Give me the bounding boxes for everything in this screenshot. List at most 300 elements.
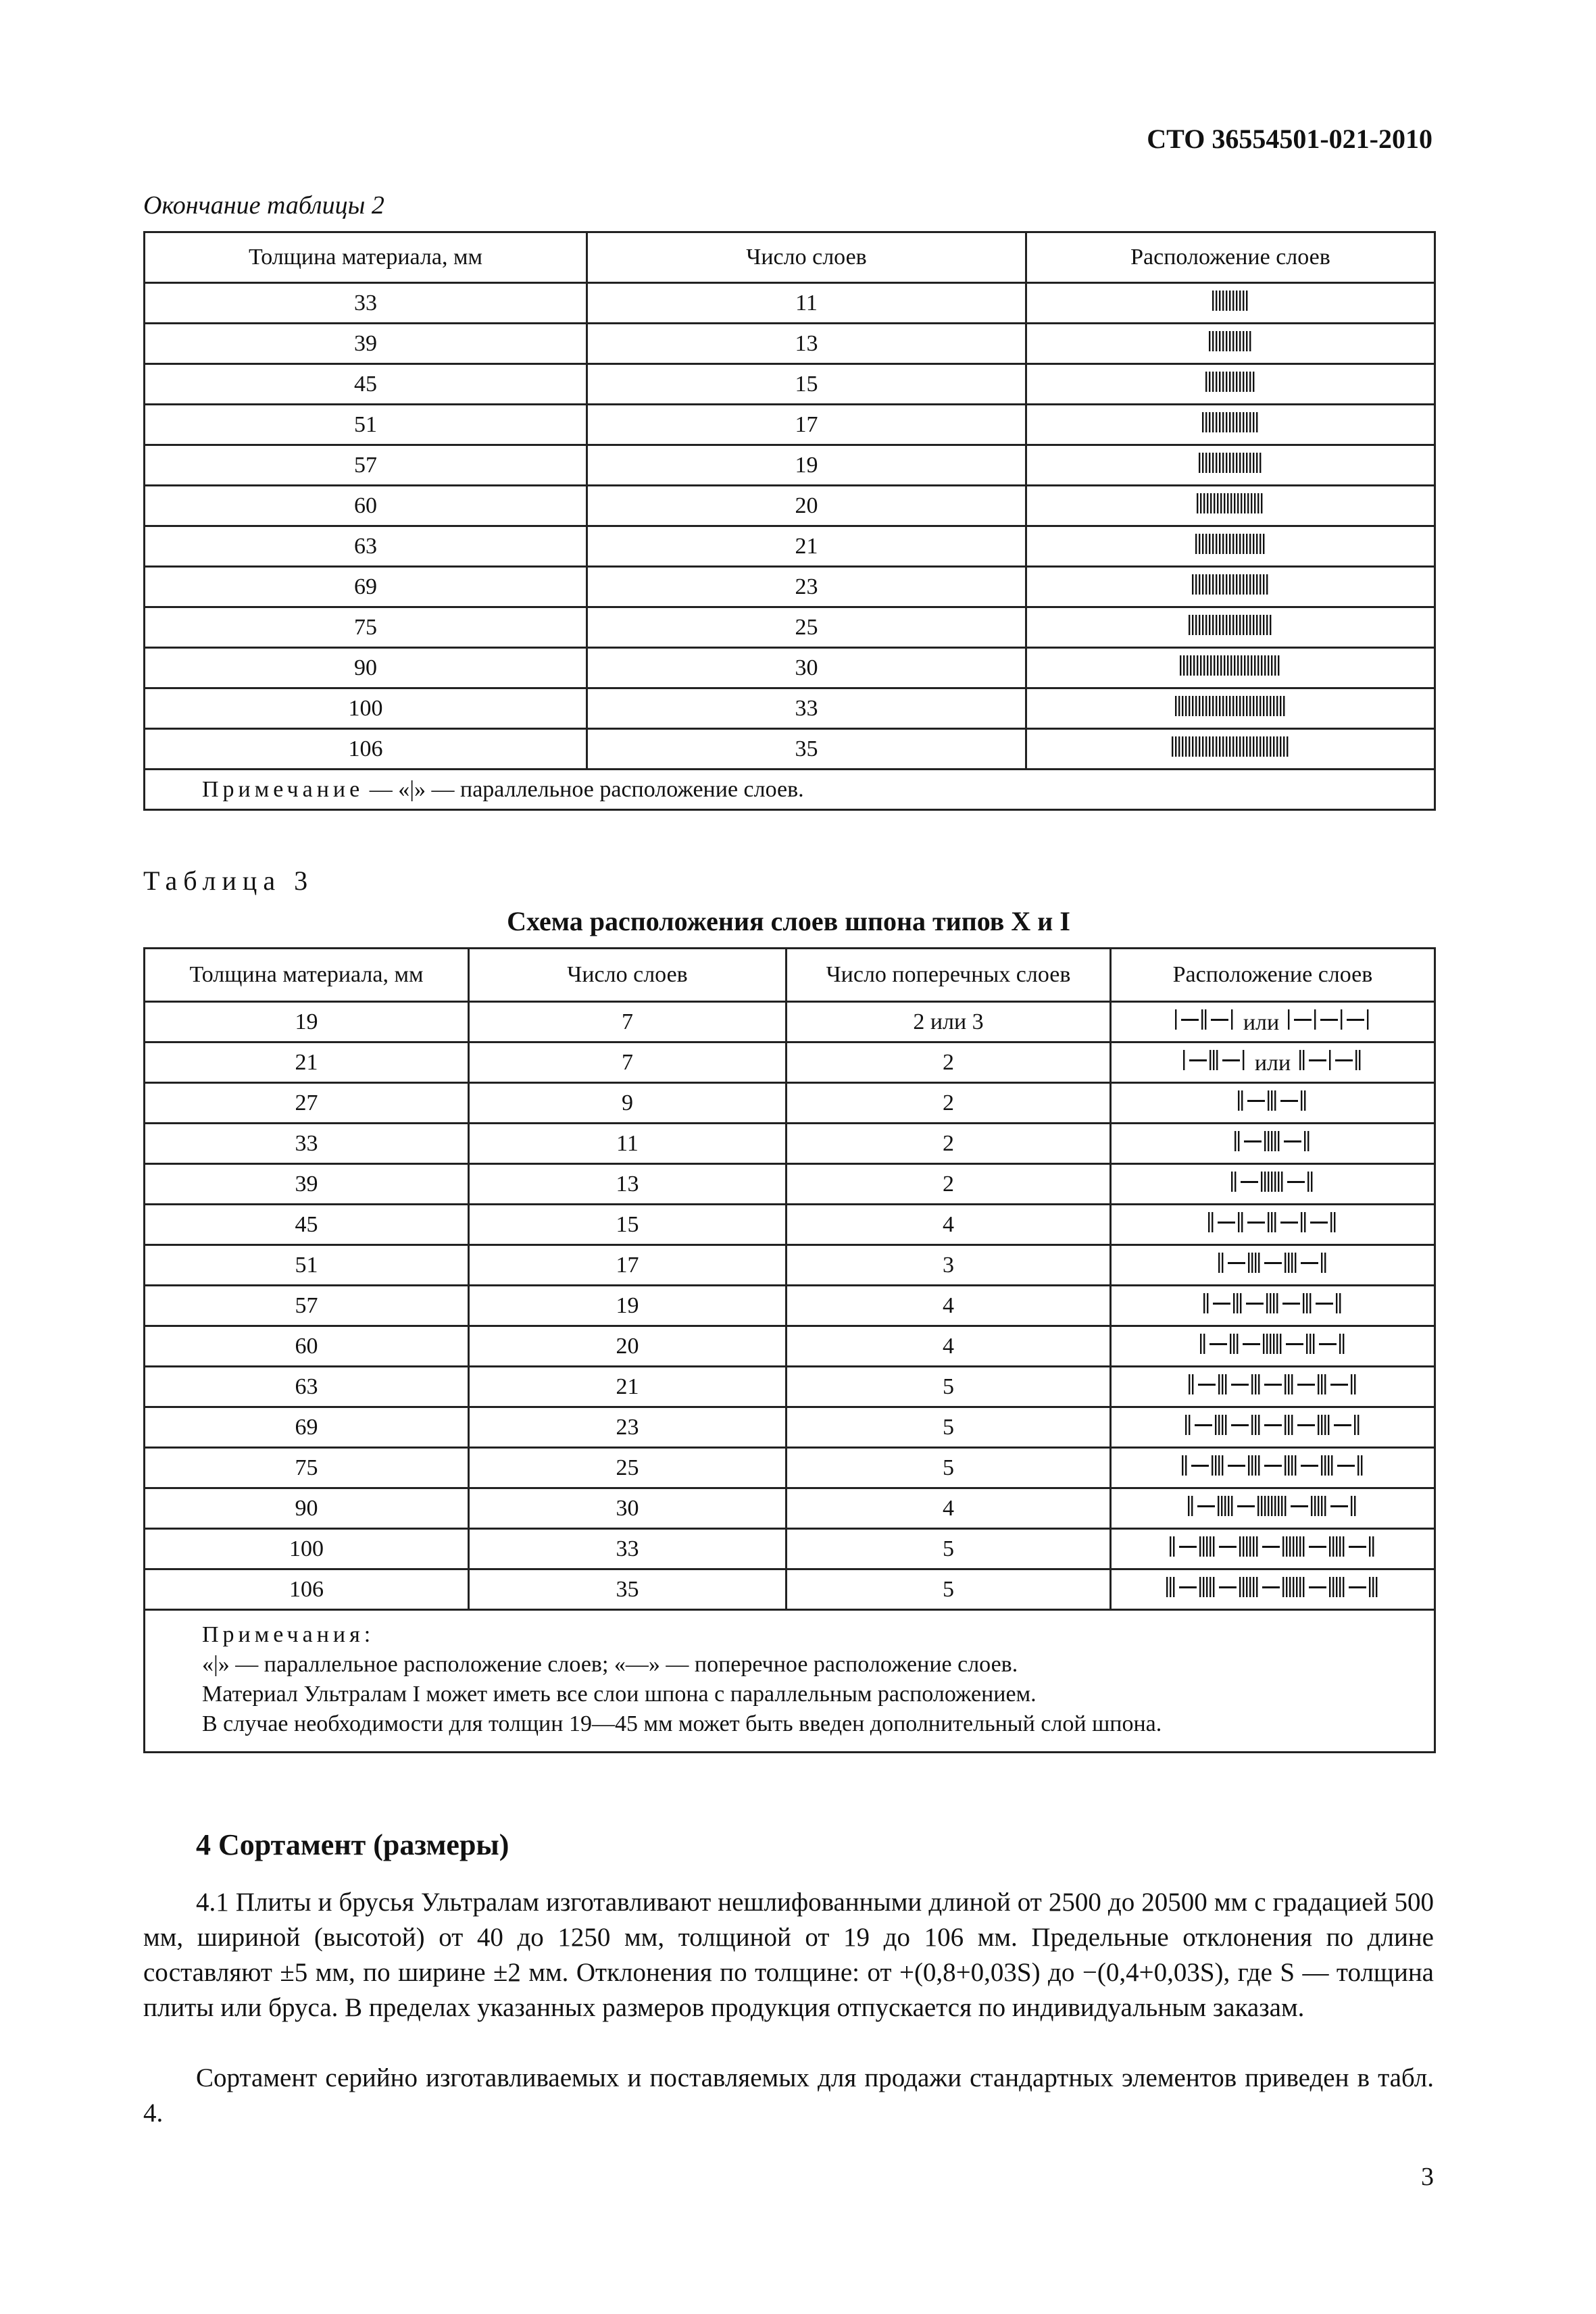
- cell-arrangement: [1026, 283, 1435, 324]
- parallel-layers-icon: [1257, 1496, 1289, 1516]
- layer-bar: [1321, 1415, 1322, 1435]
- layer-bar: [1369, 1536, 1370, 1557]
- cross-layer-dash: [1246, 1303, 1264, 1305]
- cell-layers: 15: [587, 364, 1026, 405]
- layer-bar: [1216, 696, 1217, 716]
- cross-layer-dash: [1219, 1546, 1237, 1548]
- layer-bar: [1306, 1293, 1307, 1313]
- cross-layer-dash: [1222, 1059, 1240, 1061]
- parallel-layers-icon: [1207, 1212, 1216, 1232]
- layer-scheme: [1234, 1130, 1312, 1153]
- parallel-layers-icon: [1320, 1455, 1335, 1476]
- layer-bar: [1214, 655, 1215, 676]
- parallel-layers-icon: [1335, 1293, 1343, 1313]
- layer-bar: [1263, 696, 1264, 716]
- layer-bar: [1251, 493, 1252, 513]
- parallel-layers-icon: [1199, 1577, 1217, 1597]
- layer-bar: [1219, 736, 1220, 757]
- layer-bar: [1205, 372, 1207, 392]
- cell-thickness: 21: [145, 1042, 469, 1083]
- layer-bar: [1236, 574, 1237, 595]
- layer-bar: [1271, 1131, 1272, 1151]
- layer-bar: [1280, 1334, 1281, 1354]
- cell-layers: 17: [469, 1245, 787, 1286]
- layer-bar: [1351, 1496, 1352, 1516]
- layer-bar: [1361, 1455, 1362, 1476]
- parallel-layers-icon: [1303, 1131, 1312, 1151]
- layer-bar: [1255, 1253, 1256, 1273]
- layer-bar: [1212, 736, 1214, 757]
- cross-layer-dash: [1347, 1019, 1364, 1021]
- cross-layer-dash: [1213, 1303, 1230, 1305]
- layer-bar: [1324, 1415, 1326, 1435]
- cell-arrangement: [1111, 1407, 1435, 1448]
- layer-bar: [1205, 736, 1207, 757]
- cell-layers: 25: [469, 1448, 787, 1488]
- layer-bar: [1328, 1455, 1329, 1476]
- layer-bar: [1258, 1455, 1260, 1476]
- layer-bar: [1238, 1212, 1239, 1232]
- layer-bar: [1246, 1536, 1247, 1557]
- parallel-layers-icon: [1320, 1253, 1328, 1273]
- layer-bar: [1226, 736, 1227, 757]
- layer-bar: [1288, 1415, 1289, 1435]
- layer-bar: [1255, 1455, 1256, 1476]
- layer-scheme: [1187, 1494, 1358, 1517]
- layer-bar: [1339, 1334, 1341, 1354]
- layer-bar: [1253, 1577, 1254, 1597]
- layer-bar: [1318, 1496, 1319, 1516]
- layer-bar: [1293, 1536, 1294, 1557]
- layer-bar: [1243, 1050, 1244, 1070]
- layer-bar: [1219, 372, 1220, 392]
- layer-bar: [1261, 493, 1262, 513]
- layer-bar: [1328, 1415, 1329, 1435]
- layer-bar: [1303, 1293, 1304, 1313]
- layer-bar: [1216, 412, 1217, 432]
- layer-bar: [1321, 1253, 1322, 1273]
- layer-bar: [1201, 1009, 1203, 1030]
- layer-bar: [1195, 574, 1197, 595]
- layer-bar: [1192, 736, 1193, 757]
- parallel-layers-icon: [1218, 1374, 1229, 1394]
- layer-scheme: [1179, 654, 1282, 677]
- layer-bar: [1255, 1415, 1256, 1435]
- parallel-layers-icon: [1174, 696, 1287, 716]
- layer-bar: [1253, 736, 1254, 757]
- cell-thickness: 19: [145, 1002, 469, 1042]
- layer-bar: [1263, 1334, 1264, 1354]
- layer-bar: [1203, 1293, 1205, 1313]
- parallel-layers-icon: [1368, 1577, 1380, 1597]
- note-label: Примечание: [202, 776, 364, 802]
- layer-bar: [1232, 534, 1234, 554]
- layer-bar: [1280, 696, 1281, 716]
- layer-bar: [1202, 534, 1203, 554]
- layer-bar: [1220, 655, 1222, 676]
- table3-label: Таблица 3: [143, 865, 314, 896]
- layer-bar: [1231, 1009, 1232, 1030]
- cross-layer-dash: [1330, 1505, 1348, 1507]
- layer-bar: [1231, 1172, 1232, 1192]
- document-code: СТО 36554501-021-2010: [1147, 124, 1432, 154]
- cell-thickness: 63: [145, 1367, 469, 1407]
- layer-bar: [1172, 736, 1173, 757]
- cell-arrangement: [1026, 729, 1435, 770]
- parallel-layers-icon: [1232, 1293, 1244, 1313]
- layer-scheme: [1207, 1211, 1338, 1234]
- parallel-layers-icon: [1264, 1131, 1282, 1151]
- layer-bar: [1258, 1253, 1260, 1273]
- layer-bar: [1222, 372, 1224, 392]
- layer-bar: [1291, 1253, 1293, 1273]
- cell-cross-layers: 5: [787, 1529, 1111, 1569]
- table-row: [145, 283, 1435, 324]
- cell-thickness: 27: [145, 1083, 469, 1124]
- layer-bar: [1170, 1577, 1171, 1597]
- layer-bar: [1226, 453, 1227, 473]
- cross-layer-dash: [1284, 1140, 1301, 1142]
- layer-bar: [1301, 1090, 1302, 1111]
- parallel-layers-icon: [1205, 372, 1257, 392]
- column-header-thickness: Толщина материала, мм: [145, 232, 587, 283]
- layer-bar: [1253, 1536, 1254, 1557]
- cross-layer-dash: [1264, 1262, 1282, 1264]
- layer-bar: [1341, 1009, 1342, 1030]
- layer-bar: [1216, 534, 1217, 554]
- layer-bar: [1183, 1050, 1184, 1070]
- cell-layers: 23: [587, 567, 1026, 607]
- cell-arrangement: [1111, 1488, 1435, 1529]
- layer-bar: [1219, 291, 1220, 311]
- layer-bar: [1219, 412, 1220, 432]
- layer-bar: [1310, 1293, 1311, 1313]
- layer-bar: [1226, 291, 1227, 311]
- layer-bar: [1234, 655, 1235, 676]
- layer-bar: [1203, 1536, 1204, 1557]
- layer-bar: [1239, 453, 1241, 473]
- cross-layer-dash: [1319, 1343, 1337, 1345]
- layer-bar: [1232, 736, 1234, 757]
- layer-bar: [1200, 655, 1201, 676]
- layer-bar: [1295, 1455, 1296, 1476]
- layer-bar: [1218, 1374, 1220, 1394]
- parallel-layers-icon: [1287, 1009, 1292, 1030]
- cell-cross-layers: 5: [787, 1367, 1111, 1407]
- layer-bar: [1278, 655, 1279, 676]
- layer-bar: [1248, 1253, 1249, 1273]
- layer-bar: [1212, 615, 1214, 635]
- section-heading: 4 Сортамент (размеры): [196, 1828, 509, 1861]
- table-row: [145, 1205, 1435, 1245]
- layer-bar: [1185, 1455, 1187, 1476]
- cell-thickness: 51: [145, 405, 587, 445]
- layer-bar: [1276, 736, 1278, 757]
- cell-layers: 11: [469, 1124, 787, 1164]
- parallel-layers-icon: [1169, 1536, 1177, 1557]
- parallel-layers-icon: [1217, 1496, 1235, 1516]
- layer-bar: [1190, 655, 1191, 676]
- layer-bar: [1288, 1374, 1289, 1394]
- layer-bar: [1175, 736, 1176, 757]
- layer-bar: [1243, 534, 1244, 554]
- cross-layer-dash: [1334, 1424, 1351, 1426]
- layer-bar: [1222, 736, 1224, 757]
- layer-bar: [1207, 493, 1208, 513]
- layer-bar: [1331, 1455, 1332, 1476]
- cell-arrangement: [1111, 1286, 1435, 1326]
- layer-bar: [1296, 1577, 1297, 1597]
- cell-thickness: 45: [145, 1205, 469, 1245]
- layer-bar: [1260, 574, 1261, 595]
- layer-bar: [1268, 1131, 1269, 1151]
- layer-bar: [1212, 331, 1214, 351]
- layer-scheme: [1203, 1292, 1343, 1315]
- layer-bar: [1231, 1496, 1232, 1516]
- parallel-layers-icon: [1201, 412, 1260, 432]
- table3-title: Схема расположения слоев шпона типов X и I: [507, 906, 1070, 936]
- parallel-layers-icon: [1237, 1090, 1245, 1111]
- parallel-layers-icon: [1230, 1009, 1235, 1030]
- cell-cross-layers: 2: [787, 1164, 1111, 1205]
- cell-thickness: 69: [145, 567, 587, 607]
- layer-bar: [1220, 493, 1222, 513]
- layer-bar: [1271, 1090, 1272, 1111]
- layer-bar: [1248, 1455, 1249, 1476]
- cross-layer-dash: [1262, 1546, 1280, 1548]
- layer-bar: [1278, 1131, 1279, 1151]
- layer-bar: [1286, 1577, 1287, 1597]
- layer-bar: [1249, 372, 1251, 392]
- layer-bar: [1254, 655, 1255, 676]
- table-row: [145, 1407, 1435, 1448]
- parallel-layers-icon: [1247, 1253, 1262, 1273]
- layer-bar: [1264, 655, 1266, 676]
- layer-scheme: [1208, 330, 1253, 353]
- layer-bar: [1266, 1293, 1268, 1313]
- layer-bar: [1226, 696, 1227, 716]
- layer-bar: [1311, 1496, 1312, 1516]
- cell-arrangement: [1111, 1083, 1435, 1124]
- table2-note-row: [145, 770, 1435, 810]
- layer-bar: [1321, 1455, 1322, 1476]
- layer-bar: [1195, 615, 1197, 635]
- parallel-layers-icon: [1242, 1050, 1247, 1070]
- cell-thickness: 90: [145, 648, 587, 688]
- table-row: [145, 1083, 1435, 1124]
- table-row: [145, 324, 1435, 364]
- layer-bar: [1202, 736, 1203, 757]
- cell-arrangement: [1026, 648, 1435, 688]
- layer-bar: [1236, 736, 1237, 757]
- layer-bar: [1189, 1374, 1190, 1394]
- layer-bar: [1205, 615, 1207, 635]
- layer-bar: [1218, 1415, 1220, 1435]
- layer-bar: [1256, 574, 1257, 595]
- layer-bar: [1376, 1577, 1377, 1597]
- layer-bar: [1249, 736, 1251, 757]
- layer-bar: [1173, 1536, 1174, 1557]
- layer-bar: [1287, 736, 1288, 757]
- layer-scheme: [1188, 613, 1274, 636]
- layer-bar: [1246, 696, 1247, 716]
- layer-bar: [1192, 574, 1193, 595]
- layer-bar: [1188, 1496, 1189, 1516]
- layer-bar: [1173, 1577, 1174, 1597]
- layer-bar: [1332, 1577, 1334, 1597]
- table-row: [145, 1164, 1435, 1205]
- column-header-thickness: Толщина материала, мм: [145, 949, 469, 1002]
- layer-bar: [1256, 615, 1257, 635]
- layer-bar: [1219, 615, 1220, 635]
- parallel-layers-icon: [1339, 1334, 1347, 1354]
- cross-layer-dash: [1197, 1505, 1215, 1507]
- layer-bar: [1307, 1172, 1309, 1192]
- layer-bar: [1249, 534, 1251, 554]
- layer-bar: [1235, 1131, 1236, 1151]
- parallel-layers-icon: [1328, 1577, 1347, 1597]
- layer-bar: [1205, 534, 1207, 554]
- layer-bar: [1251, 655, 1252, 676]
- parallel-layers-icon: [1188, 1374, 1196, 1394]
- layer-scheme: [1237, 1089, 1308, 1112]
- cell-arrangement: [1111, 1326, 1435, 1367]
- layer-bar: [1343, 1334, 1344, 1354]
- layer-bar: [1233, 1293, 1235, 1313]
- layer-bar: [1329, 1536, 1330, 1557]
- parallel-layers-icon: [1267, 1212, 1278, 1232]
- layer-bar: [1185, 696, 1187, 716]
- layer-bar: [1224, 655, 1225, 676]
- parallel-layers-icon: [1355, 1050, 1363, 1070]
- layer-bar: [1232, 412, 1234, 432]
- layer-bar: [1239, 372, 1241, 392]
- layer-bar: [1200, 1334, 1201, 1354]
- layer-bar: [1266, 574, 1268, 595]
- parallel-layers-icon: [1302, 1293, 1314, 1313]
- layer-bar: [1239, 1577, 1241, 1597]
- cell-layers: 7: [469, 1042, 787, 1083]
- cross-layer-dash: [1247, 1100, 1265, 1102]
- cell-cross-layers: 5: [787, 1448, 1111, 1488]
- layer-bar: [1236, 615, 1237, 635]
- cell-thickness: 75: [145, 1448, 469, 1488]
- cell-arrangement: [1111, 1002, 1435, 1042]
- cross-layer-dash: [1264, 1384, 1282, 1386]
- cell-arrangement: [1111, 1124, 1435, 1164]
- layer-bar: [1229, 534, 1230, 554]
- layer-bar: [1354, 1374, 1355, 1394]
- parallel-layers-icon: [1314, 1009, 1318, 1030]
- cell-thickness: 45: [145, 364, 587, 405]
- cell-arrangement: [1026, 567, 1435, 607]
- layer-bar: [1222, 1253, 1223, 1273]
- parallel-layers-icon: [1284, 1455, 1299, 1476]
- table-row: [145, 1488, 1435, 1529]
- layer-bar: [1233, 1334, 1235, 1354]
- layer-bar: [1280, 736, 1281, 757]
- layer-bar: [1355, 1050, 1357, 1070]
- layer-bar: [1236, 696, 1237, 716]
- cross-layer-dash: [1310, 1222, 1328, 1224]
- cell-layers: 20: [469, 1326, 787, 1367]
- table-2: [143, 231, 1436, 811]
- layer-bar: [1307, 1131, 1309, 1151]
- layer-bar: [1253, 453, 1254, 473]
- table-row: [145, 486, 1435, 526]
- cross-layer-dash: [1247, 1222, 1265, 1224]
- layer-bar: [1318, 1374, 1319, 1394]
- layer-bar: [1243, 574, 1244, 595]
- layer-bar: [1253, 412, 1254, 432]
- layer-bar: [1244, 493, 1245, 513]
- layer-bar: [1205, 574, 1207, 595]
- layer-bar: [1212, 1212, 1213, 1232]
- cell-cross-layers: 2: [787, 1083, 1111, 1124]
- layer-bar: [1334, 1212, 1335, 1232]
- layer-bar: [1241, 655, 1242, 676]
- cross-layer-dash: [1198, 1384, 1216, 1386]
- parallel-layers-icon: [1201, 1009, 1209, 1030]
- parallel-layers-icon: [1307, 1172, 1315, 1192]
- cell-layers: 30: [587, 648, 1026, 688]
- table2-note: [145, 770, 1435, 810]
- layer-scheme: [1198, 451, 1264, 474]
- cell-arrangement: [1111, 1042, 1435, 1083]
- layer-bar: [1222, 696, 1224, 716]
- column-header-layers: Число слоев: [587, 232, 1026, 283]
- parallel-layers-icon: [1198, 453, 1264, 473]
- layer-bar: [1268, 1212, 1269, 1232]
- layer-scheme: [1181, 1454, 1365, 1477]
- layer-bar: [1260, 534, 1261, 554]
- cell-thickness: 60: [145, 1326, 469, 1367]
- layer-bar: [1234, 493, 1235, 513]
- cross-layer-dash: [1280, 1100, 1298, 1102]
- parallel-layers-icon: [1191, 574, 1270, 595]
- cross-layer-dash: [1301, 1262, 1318, 1264]
- layer-bar: [1222, 615, 1224, 635]
- layer-bar: [1249, 331, 1251, 351]
- parallel-layers-icon: [1234, 1131, 1242, 1151]
- layer-bar: [1251, 1374, 1253, 1394]
- layer-bar: [1372, 1577, 1374, 1597]
- cross-layer-dash: [1316, 1303, 1333, 1305]
- layer-bar: [1230, 655, 1232, 676]
- cross-layer-dash: [1337, 1465, 1355, 1467]
- layer-bar: [1212, 534, 1214, 554]
- layer-bar: [1203, 493, 1205, 513]
- cell-layers: 35: [469, 1569, 787, 1610]
- layer-bar: [1310, 1334, 1311, 1354]
- paragraph: Сортамент серийно изготавливаемых и поставляемых для продажи стандартных элементов приведен в табл. 4.: [143, 2063, 1434, 2128]
- layer-bar: [1324, 1253, 1326, 1273]
- layer-bar: [1210, 1536, 1211, 1557]
- layer-bar: [1182, 1455, 1183, 1476]
- layer-bar: [1189, 615, 1190, 635]
- layer-bar: [1212, 574, 1214, 595]
- layer-bar: [1225, 1374, 1226, 1394]
- cell-cross-layers: 3: [787, 1245, 1111, 1286]
- layer-bar: [1244, 655, 1245, 676]
- layer-bar: [1249, 412, 1251, 432]
- cell-cross-layers: 2 или 3: [787, 1002, 1111, 1042]
- layer-bar: [1238, 1090, 1239, 1111]
- layer-bar: [1222, 574, 1224, 595]
- layer-bar: [1285, 1374, 1286, 1394]
- layer-bar: [1282, 1536, 1284, 1557]
- layer-bar: [1216, 453, 1217, 473]
